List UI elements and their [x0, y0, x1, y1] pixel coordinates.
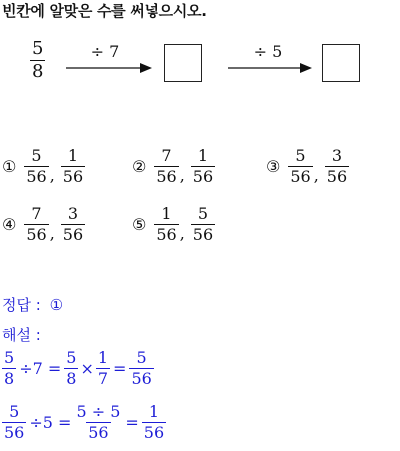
explanation-label: 해설 : [2, 326, 41, 344]
answer-line [2, 294, 63, 315]
choice-4-mark: ④ [2, 215, 17, 234]
choice-1[interactable]: ① $\frac{5}{56}$ , $\frac{1}{56}$ [2, 146, 84, 186]
choice-5-mark: ⑤ [132, 215, 147, 234]
choice-5[interactable]: ⑤ $\frac{1}{56}$ , $\frac{5}{56}$ [132, 204, 214, 244]
choice-3[interactable]: ③ $\frac{5}{56}$ , $\frac{3}{56}$ [266, 146, 348, 186]
answer-box-1[interactable] [164, 44, 202, 82]
choice-1-mark: ① [2, 157, 17, 176]
answer-value: ① [49, 296, 64, 314]
start-fraction: $\frac{5}{8}$ [32, 38, 44, 82]
answer-box-2[interactable] [322, 44, 360, 82]
operation-label-1: ÷ 7 [90, 42, 120, 61]
arrow-2 [228, 62, 312, 74]
arrow-1 [66, 62, 152, 74]
solution-line-2: $\frac{5}{56}$ ÷5 = $\frac{5 \div 5}{56}$ = $\frac{1}{56}$ [4, 402, 165, 442]
choice-2[interactable]: ② $\frac{7}{56}$ , $\frac{1}{56}$ [132, 146, 214, 186]
choice-4[interactable]: ④ $\frac{7}{56}$ , $\frac{3}{56}$ [2, 204, 84, 244]
answer-label: 정답 : [2, 296, 41, 314]
choice-3-mark: ③ [266, 157, 281, 176]
question-text: 빈칸에 알맞은 수를 써넣으시오. [2, 2, 207, 20]
choice-2-mark: ② [132, 157, 147, 176]
solution-line-1: $\frac{5}{8}$ ÷7 = $\frac{5}{8}$ × $\frac{1}{7}$ = $\frac{5}{56}$ [4, 348, 152, 388]
operation-label-2: ÷ 5 [253, 42, 283, 61]
